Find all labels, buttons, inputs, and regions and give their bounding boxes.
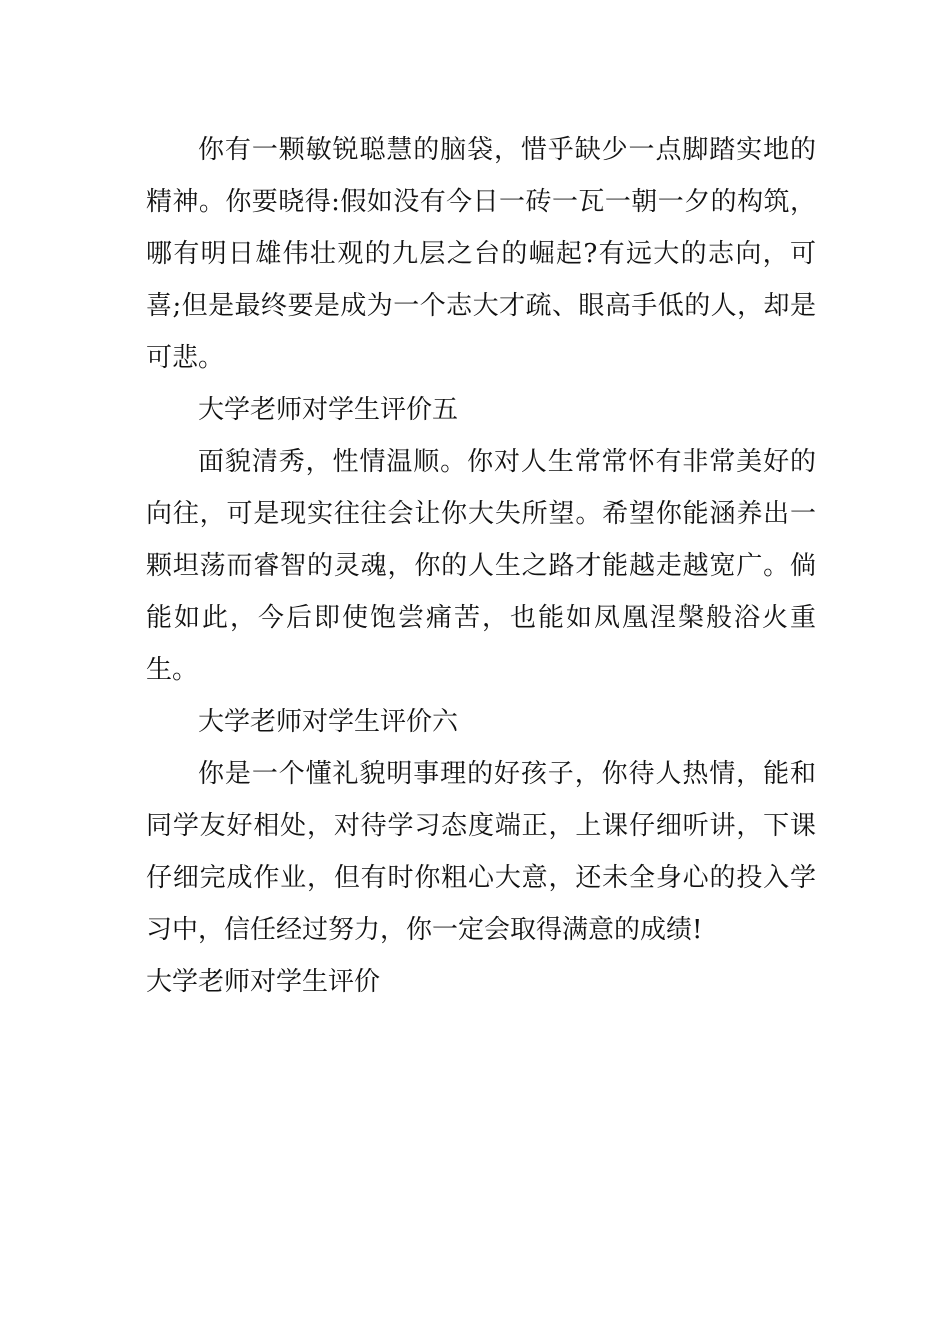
section-heading-six: 大学老师对学生评价六: [198, 707, 459, 737]
paragraph-section-five: 面貌清秀，性情温顺。你对人生常常怀有非常美好的向往，可是现实往往会让你大失所望。希望你能涵养出一颗坦荡而睿智的灵魂，你的人生之路才能越走越宽广。倘能如此，今后即使饱尝痛苦，也能如凤凰涅槃般浴火重生。: [146, 447, 816, 685]
document-content: [146, 124, 816, 1008]
document-footer-title: 大学老师对学生评价: [146, 967, 381, 997]
paragraph-intro: 你有一颗敏锐聪慧的脑袋，惜乎缺少一点脚踏实地的精神。你要晓得:假如没有今日一砖一瓦一朝一夕的构筑，哪有明日雄伟壮观的九层之台的崛起?有远大的志向，可喜;但是最终要是成为一个志大才疏、眼高手低的人，却是可悲。: [146, 135, 816, 373]
paragraph-section-six: 你是一个懂礼貌明事理的好孩子，你待人热情，能和同学友好相处，对待学习态度端正，上课仔细听讲，下课仔细完成作业，但有时你粗心大意，还未全身心的投入学习中，信任经过努力，你一定会取得满意的成绩!: [146, 759, 816, 945]
section-heading-five: 大学老师对学生评价五: [198, 395, 459, 425]
